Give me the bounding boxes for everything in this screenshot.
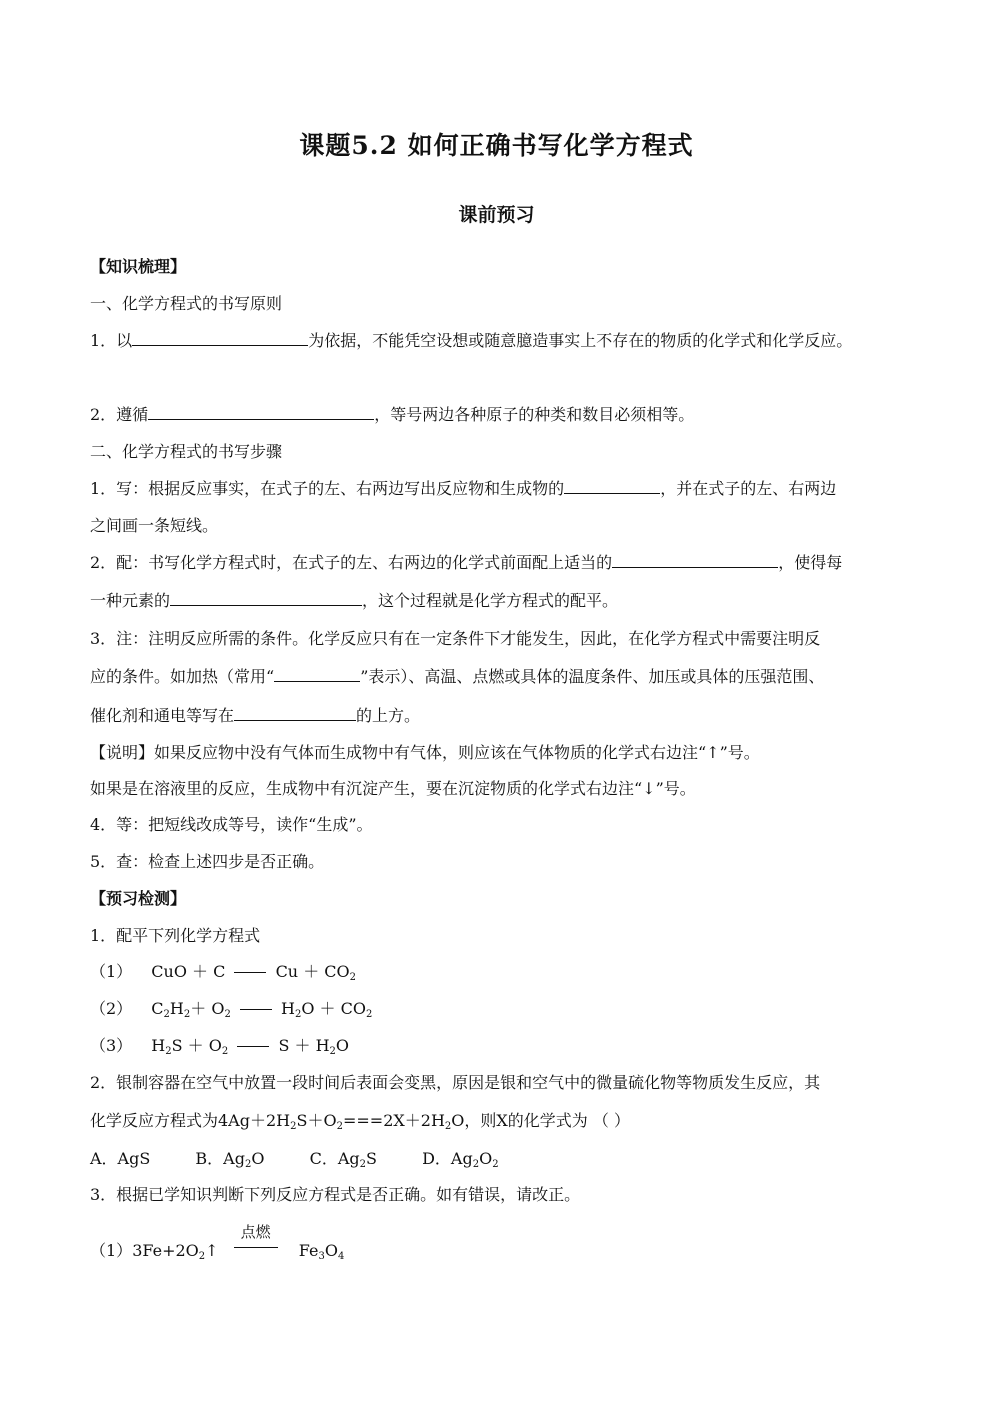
step-2-line2: 一种元素的 ，这个过程就是化学方程式的配平。	[90, 591, 619, 610]
equation-2: （2） $C_2H_2+ O_2$ $H_2O + CO_2$	[90, 999, 373, 1020]
option-a[interactable]: A．AgS	[90, 1149, 151, 1168]
fill-blank[interactable]	[170, 591, 362, 606]
step-1-line2: 之间画一条短线。	[90, 516, 219, 535]
knowledge-heading: 【知识梳理】	[90, 257, 187, 276]
note-line2: 如果是在溶液里的反应，生成物中有沉淀产生，要在沉淀物质的化学式右边注“↓”号。	[90, 779, 696, 798]
question-2-line2: 化学反应方程式为$4Ag+2H_2S+O_2===2X+2H_2O$，则X的化学式为 （ ）	[90, 1111, 630, 1132]
step-3-line3: 催化剂和通电等写在 的上方。	[90, 706, 421, 725]
step-5: 5．查：检查上述四步是否正确。	[90, 852, 325, 871]
option-c[interactable]: C．$Ag_2S$	[309, 1149, 377, 1170]
equation-1: （1） CuO ＋ C $Cu + CO_2$	[90, 962, 357, 983]
principle-2: 2．遵循 ，等号两边各种原子的种类和数目必须相等。	[90, 405, 695, 424]
fill-blank[interactable]	[132, 331, 308, 346]
section1-title: 一、化学方程式的书写原则	[90, 294, 283, 313]
fill-blank[interactable]	[564, 479, 660, 494]
fill-blank[interactable]	[274, 667, 360, 682]
option-b[interactable]: B．$Ag_2O$	[195, 1149, 265, 1170]
question-2-options	[90, 1148, 499, 1170]
step-1-line1: 1．写：根据反应事实，在式子的左、右两边写出反应物和生成物的 ，并在式子的左、右两边	[90, 479, 837, 498]
fill-blank[interactable]	[148, 405, 374, 420]
option-d[interactable]: D．$Ag_2O_2$	[422, 1149, 499, 1170]
reaction-condition: 点燃	[234, 1241, 278, 1263]
reaction-dash	[234, 972, 266, 973]
page-title: 课题5.2 如何正确书写化学方程式	[299, 131, 694, 160]
equation-3: （3） $H_2S + O_2$ $S + H_2O$	[90, 1036, 350, 1057]
section2-title: 二、化学方程式的书写步骤	[90, 442, 283, 461]
page-subtitle: 课前预习	[458, 204, 535, 226]
step-2-line1: 2．配：书写化学方程式时，在式子的左、右两边的化学式前面配上适当的 ，使得每	[90, 553, 843, 572]
question-1-title: 1．配平下列化学方程式	[90, 926, 261, 945]
reaction-arrow-line	[234, 1247, 278, 1248]
reaction-dash	[240, 1009, 272, 1010]
step-3-line1: 3．注：注明反应所需的条件。化学反应只有在一定条件下才能发生，因此，在化学方程式中需要注明反	[90, 629, 821, 648]
step-3-line2: 应的条件。如加热（常用“ ”表示）、高温、点燃或具体的温度条件、加压或具体的压强范围、	[90, 667, 825, 686]
reaction-dash	[237, 1046, 269, 1047]
question-3-title: 3．根据已学知识判断下列反应方程式是否正确。如有错误，请改正。	[90, 1185, 581, 1204]
step-4: 4．等：把短线改成等号，读作“生成”。	[90, 815, 373, 834]
fill-blank[interactable]	[612, 553, 778, 568]
principle-1: 1．以 为依据，不能凭空设想或随意臆造事实上不存在的物质的化学式和化学反应。	[90, 331, 853, 350]
preview-heading: 【预习检测】	[90, 889, 187, 908]
fill-blank[interactable]	[234, 706, 356, 721]
note-line1: 【说明】如果反应物中没有气体而生成物中有气体，则应该在气体物质的化学式右边注“↑”号。	[90, 743, 760, 762]
question-2-line1: 2．银制容器在空气中放置一段时间后表面会变黑，原因是银和空气中的微量硫化物等物质发生反应，其	[90, 1073, 821, 1092]
question-3-equation: $(1)3Fe+2O_2↑$ 点燃 $Fe_3O_4$	[90, 1222, 345, 1262]
